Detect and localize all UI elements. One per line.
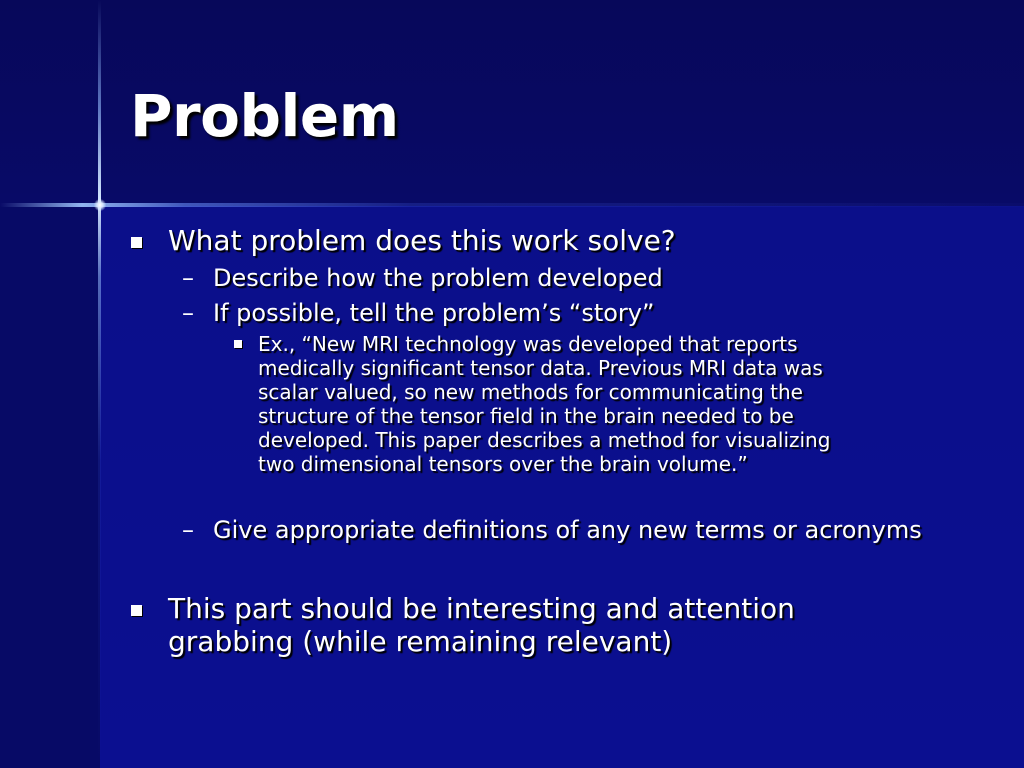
sub-bullet-text: If possible, tell the problem’s “story” <box>213 299 655 327</box>
example-line: Ex., “New MRI technology was developed that reports <box>258 332 798 356</box>
sub-bullet-text: Give appropriate definitions of any new terms or acronyms <box>213 516 922 544</box>
slide-title: Problem <box>130 82 399 150</box>
example-line: medically significant tensor data. Previous MRI data was <box>258 356 823 380</box>
example-line: structure of the tensor field in the brain needed to be <box>258 404 794 428</box>
bullet-text: What problem does this work solve? <box>168 224 676 257</box>
example-line: developed. This paper describes a method for visualizing <box>258 428 831 452</box>
square-bullet-icon <box>131 605 142 616</box>
example-line: scalar valued, so new methods for communicating the <box>258 380 803 404</box>
example-line: two dimensional tensors over the brain volume.” <box>258 452 748 476</box>
bullet-text-line: This part should be interesting and attention <box>168 592 795 625</box>
sub-sub-bullet-item <box>258 332 830 476</box>
sub-bullet-item <box>213 516 922 544</box>
bullet-item <box>168 224 676 257</box>
square-bullet-icon <box>234 340 242 348</box>
bullet-text-line: grabbing (while remaining relevant) <box>168 625 673 658</box>
dash-bullet-icon: – <box>182 299 194 327</box>
dash-bullet-icon: – <box>182 516 194 544</box>
bullet-item <box>168 592 795 658</box>
dash-bullet-icon: – <box>182 264 194 292</box>
sub-bullet-item <box>213 299 654 327</box>
sub-bullet-text: Describe how the problem developed <box>213 264 663 292</box>
sub-bullet-item <box>213 264 663 292</box>
square-bullet-icon <box>131 237 142 248</box>
